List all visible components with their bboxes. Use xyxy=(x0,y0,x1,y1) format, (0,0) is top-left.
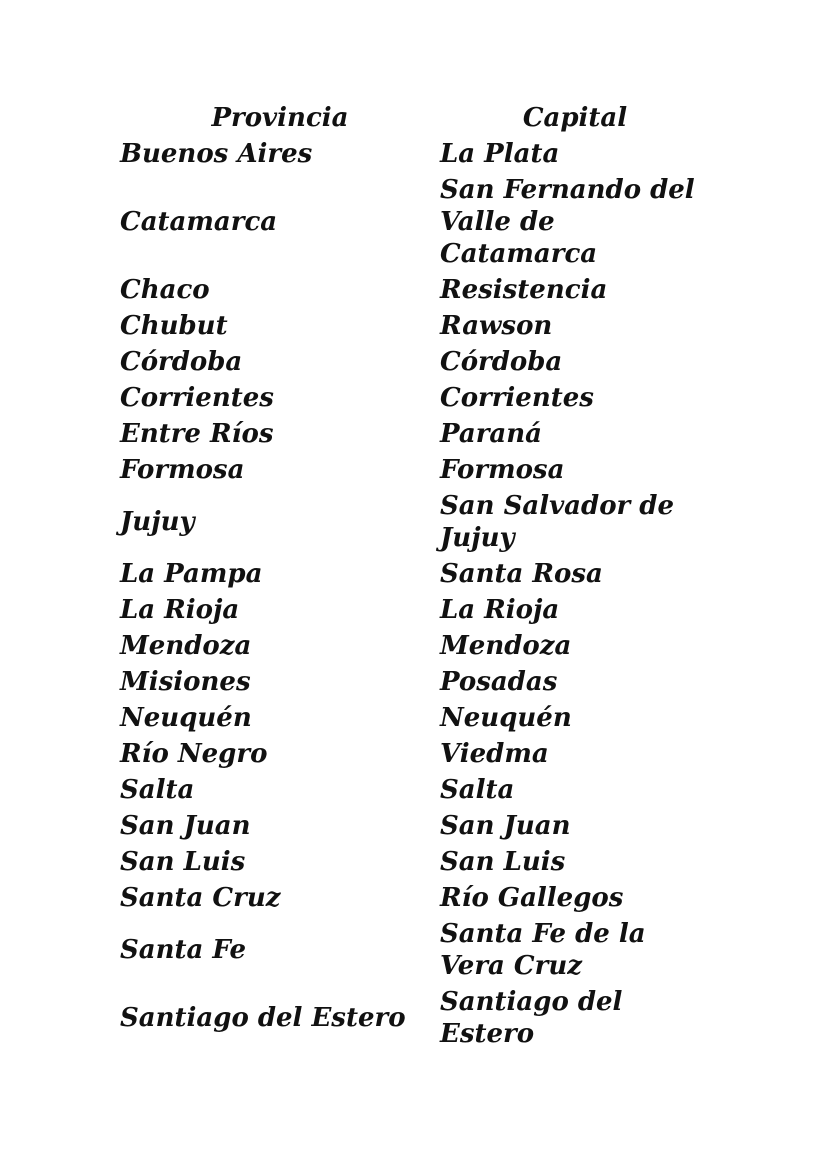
table-row xyxy=(120,452,710,488)
province-cell: San Juan xyxy=(120,811,251,841)
province-cell: Formosa xyxy=(120,455,245,485)
table-row xyxy=(120,172,710,272)
capital-cell: Córdoba xyxy=(440,347,563,377)
capital-cell: Río Gallegos xyxy=(440,883,624,913)
capital-cell: Posadas xyxy=(440,667,558,697)
table-row xyxy=(120,772,710,808)
table-row xyxy=(120,880,710,916)
table-row xyxy=(120,416,710,452)
province-cell: Santiago del Estero xyxy=(120,1003,406,1033)
province-cell: Corrientes xyxy=(120,383,274,413)
capital-cell: La Rioja xyxy=(440,595,560,625)
provinces-table xyxy=(120,100,710,1052)
province-cell: Chaco xyxy=(120,275,210,305)
capital-cell: Corrientes xyxy=(440,383,594,413)
document-page xyxy=(120,100,720,1052)
table-row xyxy=(120,808,710,844)
capital-cell: San Luis xyxy=(440,847,566,877)
capital-cell: Formosa xyxy=(440,455,565,485)
capital-cell: San Juan xyxy=(440,811,571,841)
capital-cell: Neuquén xyxy=(440,703,572,733)
capital-cell: San Salvador de Jujuy xyxy=(440,491,675,553)
table-row xyxy=(120,556,710,592)
table-row xyxy=(120,592,710,628)
capital-cell: Rawson xyxy=(440,311,553,341)
province-cell: Salta xyxy=(120,775,195,805)
header-province: Provincia xyxy=(211,103,349,133)
province-cell: Buenos Aires xyxy=(120,139,313,169)
table-row xyxy=(120,844,710,880)
province-cell: Córdoba xyxy=(120,347,243,377)
capital-cell: Viedma xyxy=(440,739,549,769)
header-capital: Capital xyxy=(522,103,628,133)
table-row xyxy=(120,272,710,308)
table-row xyxy=(120,664,710,700)
province-cell: Chubut xyxy=(120,311,228,341)
table-header xyxy=(120,100,710,136)
table-row xyxy=(120,984,710,1052)
table-row xyxy=(120,488,710,556)
province-cell: Jujuy xyxy=(120,507,195,537)
province-cell: Misiones xyxy=(120,667,251,697)
province-cell: La Pampa xyxy=(120,559,263,589)
table-row xyxy=(120,700,710,736)
province-cell: Mendoza xyxy=(120,631,252,661)
capital-cell: La Plata xyxy=(440,139,560,169)
table-row xyxy=(120,308,710,344)
capital-cell: Salta xyxy=(440,775,515,805)
province-cell: Catamarca xyxy=(120,207,278,237)
province-cell: Santa Cruz xyxy=(120,883,281,913)
table-body xyxy=(120,136,710,1052)
capital-cell: San Fernando del Valle de Catamarca xyxy=(440,175,695,269)
province-cell: Neuquén xyxy=(120,703,252,733)
table-row xyxy=(120,736,710,772)
province-cell: Entre Ríos xyxy=(120,419,274,449)
province-cell: La Rioja xyxy=(120,595,240,625)
capital-cell: Resistencia xyxy=(440,275,608,305)
capital-cell: Paraná xyxy=(440,419,542,449)
province-cell: San Luis xyxy=(120,847,246,877)
table-row xyxy=(120,628,710,664)
table-row xyxy=(120,916,710,984)
capital-cell: Santa Rosa xyxy=(440,559,603,589)
table-row xyxy=(120,136,710,172)
province-cell: Río Negro xyxy=(120,739,268,769)
capital-cell: Santiago del Estero xyxy=(440,987,623,1049)
province-cell: Santa Fe xyxy=(120,935,247,965)
header-row xyxy=(120,100,710,136)
table-row xyxy=(120,344,710,380)
capital-cell: Mendoza xyxy=(440,631,572,661)
table-row xyxy=(120,380,710,416)
capital-cell: Santa Fe de la Vera Cruz xyxy=(440,919,646,981)
